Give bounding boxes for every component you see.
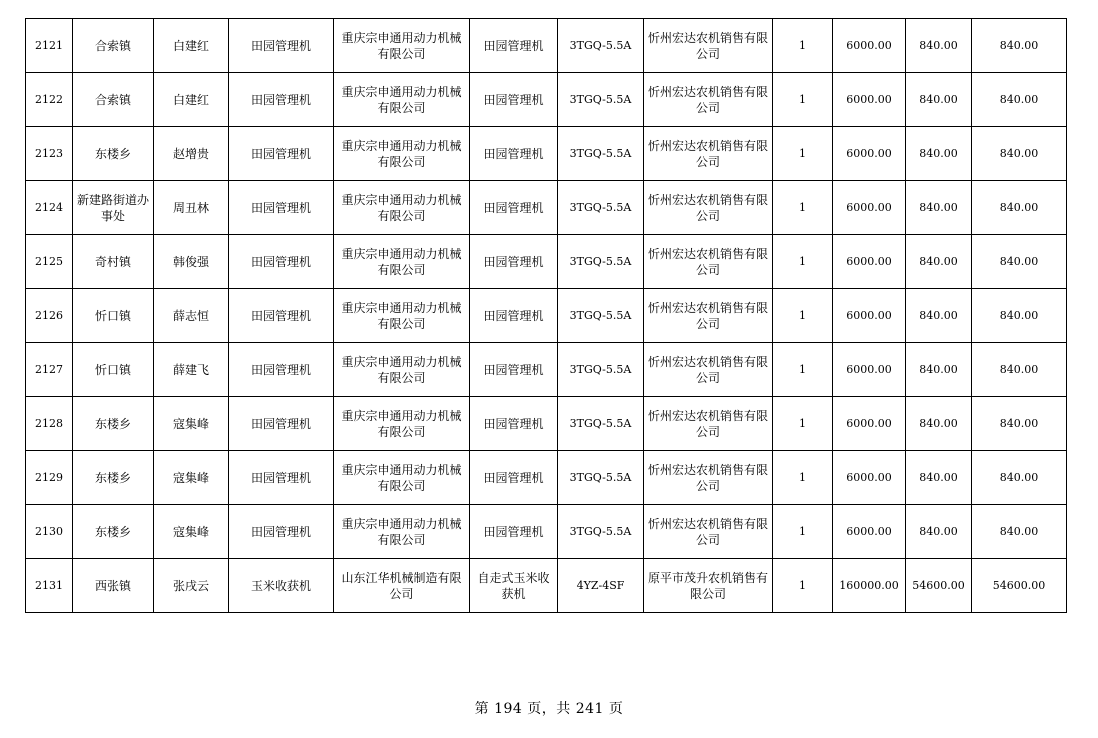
cell-subsidy-amount: 840.00 [906,397,972,451]
cell-buyer-name: 白建红 [154,19,229,73]
cell-buyer-name: 白建红 [154,73,229,127]
table-row [26,343,1067,397]
cell-model: 3TGQ-5.5A [558,181,644,235]
cell-serial-number: 2123 [26,127,73,181]
cell-quantity: 1 [773,343,833,397]
cell-quantity: 1 [773,73,833,127]
cell-quantity: 1 [773,127,833,181]
table-row [26,235,1067,289]
cell-sale-price: 6000.00 [833,505,906,559]
cell-machine-category: 田园管理机 [229,451,334,505]
cell-serial-number: 2130 [26,505,73,559]
cell-total-subsidy: 840.00 [972,181,1067,235]
cell-subsidy-amount: 54600.00 [906,559,972,613]
cell-model: 3TGQ-5.5A [558,19,644,73]
cell-manufacturer: 重庆宗申通用动力机械有限公司 [334,235,470,289]
cell-quantity: 1 [773,235,833,289]
cell-product-name: 田园管理机 [470,127,558,181]
cell-product-name: 田园管理机 [470,451,558,505]
cell-model: 3TGQ-5.5A [558,343,644,397]
page-number: 第 194 页，共 241 页 [474,701,624,717]
cell-model: 3TGQ-5.5A [558,505,644,559]
cell-model: 4YZ-4SF [558,559,644,613]
table-row [26,505,1067,559]
cell-subsidy-amount: 840.00 [906,73,972,127]
cell-machine-category: 田园管理机 [229,343,334,397]
cell-model: 3TGQ-5.5A [558,451,644,505]
cell-sale-price: 6000.00 [833,451,906,505]
subsidy-table [25,18,1067,613]
cell-serial-number: 2129 [26,451,73,505]
cell-dealer: 忻州宏达农机销售有限公司 [644,397,773,451]
cell-product-name: 田园管理机 [470,19,558,73]
cell-quantity: 1 [773,289,833,343]
cell-product-name: 田园管理机 [470,397,558,451]
cell-quantity: 1 [773,505,833,559]
cell-township: 奇村镇 [73,235,154,289]
table-row [26,559,1067,613]
cell-product-name: 田园管理机 [470,181,558,235]
cell-township: 东楼乡 [73,397,154,451]
cell-machine-category: 田园管理机 [229,289,334,343]
cell-township: 西张镇 [73,559,154,613]
cell-serial-number: 2121 [26,19,73,73]
cell-township: 东楼乡 [73,451,154,505]
cell-product-name: 田园管理机 [470,235,558,289]
cell-buyer-name: 寇集峰 [154,451,229,505]
table-body [26,19,1067,613]
cell-subsidy-amount: 840.00 [906,451,972,505]
cell-sale-price: 6000.00 [833,289,906,343]
cell-total-subsidy: 840.00 [972,505,1067,559]
cell-dealer: 忻州宏达农机销售有限公司 [644,19,773,73]
table-row [26,181,1067,235]
cell-model: 3TGQ-5.5A [558,127,644,181]
cell-machine-category: 田园管理机 [229,235,334,289]
cell-buyer-name: 寇集峰 [154,397,229,451]
cell-sale-price: 6000.00 [833,181,906,235]
cell-subsidy-amount: 840.00 [906,289,972,343]
cell-quantity: 1 [773,451,833,505]
cell-manufacturer: 重庆宗申通用动力机械有限公司 [334,127,470,181]
cell-sale-price: 6000.00 [833,73,906,127]
cell-township: 东楼乡 [73,505,154,559]
cell-machine-category: 田园管理机 [229,73,334,127]
cell-quantity: 1 [773,397,833,451]
cell-total-subsidy: 840.00 [972,19,1067,73]
cell-dealer: 忻州宏达农机销售有限公司 [644,505,773,559]
cell-machine-category: 田园管理机 [229,397,334,451]
cell-sale-price: 6000.00 [833,19,906,73]
cell-total-subsidy: 54600.00 [972,559,1067,613]
table-row [26,289,1067,343]
cell-manufacturer: 重庆宗申通用动力机械有限公司 [334,73,470,127]
cell-machine-category: 田园管理机 [229,505,334,559]
cell-sale-price: 6000.00 [833,343,906,397]
cell-manufacturer: 重庆宗申通用动力机械有限公司 [334,343,470,397]
table-row [26,19,1067,73]
table-row [26,397,1067,451]
cell-serial-number: 2128 [26,397,73,451]
cell-township: 新建路街道办事处 [73,181,154,235]
cell-model: 3TGQ-5.5A [558,289,644,343]
cell-buyer-name: 赵增贵 [154,127,229,181]
cell-model: 3TGQ-5.5A [558,73,644,127]
cell-township: 东楼乡 [73,127,154,181]
cell-product-name: 田园管理机 [470,289,558,343]
cell-product-name: 田园管理机 [470,73,558,127]
cell-manufacturer: 重庆宗申通用动力机械有限公司 [334,451,470,505]
cell-dealer: 忻州宏达农机销售有限公司 [644,181,773,235]
table-row [26,127,1067,181]
cell-manufacturer: 重庆宗申通用动力机械有限公司 [334,505,470,559]
cell-total-subsidy: 840.00 [972,235,1067,289]
cell-township: 合索镇 [73,73,154,127]
cell-manufacturer: 重庆宗申通用动力机械有限公司 [334,19,470,73]
cell-dealer: 原平市茂升农机销售有限公司 [644,559,773,613]
cell-serial-number: 2125 [26,235,73,289]
cell-sale-price: 6000.00 [833,127,906,181]
cell-quantity: 1 [773,559,833,613]
cell-total-subsidy: 840.00 [972,73,1067,127]
cell-buyer-name: 韩俊强 [154,235,229,289]
cell-dealer: 忻州宏达农机销售有限公司 [644,289,773,343]
cell-machine-category: 玉米收获机 [229,559,334,613]
cell-model: 3TGQ-5.5A [558,397,644,451]
cell-subsidy-amount: 840.00 [906,505,972,559]
cell-subsidy-amount: 840.00 [906,343,972,397]
cell-quantity: 1 [773,181,833,235]
cell-machine-category: 田园管理机 [229,19,334,73]
cell-dealer: 忻州宏达农机销售有限公司 [644,73,773,127]
cell-product-name: 自走式玉米收获机 [470,559,558,613]
cell-product-name: 田园管理机 [470,343,558,397]
cell-quantity: 1 [773,19,833,73]
cell-dealer: 忻州宏达农机销售有限公司 [644,343,773,397]
cell-total-subsidy: 840.00 [972,343,1067,397]
table-row [26,451,1067,505]
cell-sale-price: 160000.00 [833,559,906,613]
cell-total-subsidy: 840.00 [972,127,1067,181]
cell-manufacturer: 山东江华机械制造有限公司 [334,559,470,613]
cell-township: 忻口镇 [73,289,154,343]
cell-buyer-name: 张戌云 [154,559,229,613]
cell-township: 忻口镇 [73,343,154,397]
cell-dealer: 忻州宏达农机销售有限公司 [644,451,773,505]
cell-buyer-name: 周丑林 [154,181,229,235]
table-row [26,73,1067,127]
cell-serial-number: 2131 [26,559,73,613]
cell-subsidy-amount: 840.00 [906,235,972,289]
cell-buyer-name: 薛建飞 [154,343,229,397]
cell-model: 3TGQ-5.5A [558,235,644,289]
cell-manufacturer: 重庆宗申通用动力机械有限公司 [334,289,470,343]
cell-buyer-name: 薛志恒 [154,289,229,343]
cell-serial-number: 2124 [26,181,73,235]
cell-subsidy-amount: 840.00 [906,181,972,235]
cell-subsidy-amount: 840.00 [906,19,972,73]
cell-township: 合索镇 [73,19,154,73]
cell-subsidy-amount: 840.00 [906,127,972,181]
cell-sale-price: 6000.00 [833,397,906,451]
cell-serial-number: 2126 [26,289,73,343]
cell-total-subsidy: 840.00 [972,451,1067,505]
cell-machine-category: 田园管理机 [229,181,334,235]
cell-manufacturer: 重庆宗申通用动力机械有限公司 [334,181,470,235]
cell-total-subsidy: 840.00 [972,397,1067,451]
cell-serial-number: 2122 [26,73,73,127]
cell-dealer: 忻州宏达农机销售有限公司 [644,127,773,181]
cell-total-subsidy: 840.00 [972,289,1067,343]
cell-buyer-name: 寇集峰 [154,505,229,559]
cell-serial-number: 2127 [26,343,73,397]
cell-product-name: 田园管理机 [470,505,558,559]
cell-sale-price: 6000.00 [833,235,906,289]
cell-manufacturer: 重庆宗申通用动力机械有限公司 [334,397,470,451]
cell-dealer: 忻州宏达农机销售有限公司 [644,235,773,289]
cell-machine-category: 田园管理机 [229,127,334,181]
